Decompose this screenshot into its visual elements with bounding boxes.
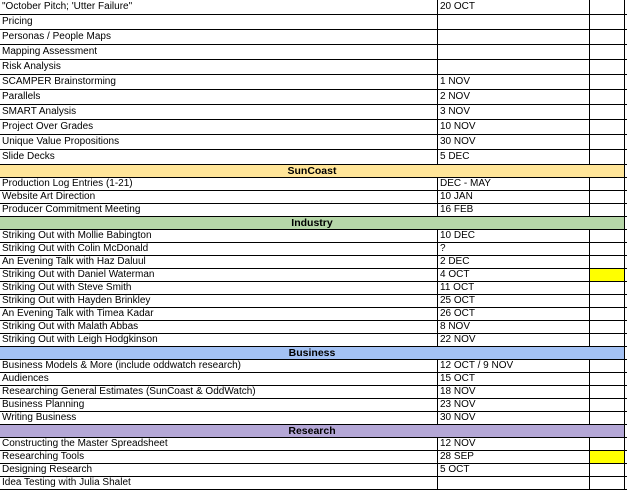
task-cell[interactable]: Idea Testing with Julia Shalet <box>0 477 438 490</box>
table-row <box>0 438 627 451</box>
status-cell[interactable] <box>590 282 625 295</box>
date-cell[interactable]: 3 NOV <box>438 105 590 120</box>
table-row <box>0 105 627 120</box>
table-row <box>0 178 627 191</box>
table-row <box>0 451 627 464</box>
section-header-row <box>0 165 627 178</box>
section-title[interactable]: Business <box>0 347 625 360</box>
status-cell[interactable] <box>590 464 625 477</box>
status-cell[interactable] <box>590 120 625 135</box>
status-cell[interactable] <box>590 135 625 150</box>
status-cell[interactable] <box>590 373 625 386</box>
section-header-row <box>0 347 627 360</box>
date-cell[interactable]: 30 NOV <box>438 135 590 150</box>
task-cell[interactable]: SCAMPER Brainstorming <box>0 75 438 90</box>
status-cell[interactable] <box>590 438 625 451</box>
status-cell[interactable] <box>590 0 625 15</box>
status-cell[interactable] <box>590 30 625 45</box>
table-row <box>0 135 627 150</box>
date-cell[interactable]: 5 OCT <box>438 464 590 477</box>
status-cell[interactable] <box>590 256 625 269</box>
date-cell[interactable] <box>438 15 590 30</box>
task-cell[interactable]: Striking Out with Steve Smith <box>0 282 438 295</box>
highlight-cell[interactable] <box>590 269 625 282</box>
status-cell[interactable] <box>590 191 625 204</box>
table-row <box>0 75 627 90</box>
status-cell[interactable] <box>590 399 625 412</box>
status-cell[interactable] <box>590 334 625 347</box>
date-cell[interactable]: 5 DEC <box>438 150 590 165</box>
table-row <box>0 464 627 477</box>
task-cell[interactable]: Slide Decks <box>0 150 438 165</box>
table-row <box>0 321 627 334</box>
task-cell[interactable]: Striking Out with Leigh Hodgkinson <box>0 334 438 347</box>
task-cell[interactable]: Designing Research <box>0 464 438 477</box>
table-row <box>0 360 627 373</box>
task-cell[interactable]: An Evening Talk with Timea Kadar <box>0 308 438 321</box>
task-cell[interactable]: Business Planning <box>0 399 438 412</box>
task-cell[interactable]: Writing Business <box>0 412 438 425</box>
table-row <box>0 150 627 165</box>
task-cell[interactable]: Audiences <box>0 373 438 386</box>
task-cell[interactable]: Risk Analysis <box>0 60 438 75</box>
date-cell[interactable]: 12 NOV <box>438 438 590 451</box>
date-cell[interactable]: 10 JAN <box>438 191 590 204</box>
date-cell[interactable]: 22 NOV <box>438 334 590 347</box>
status-cell[interactable] <box>590 204 625 217</box>
task-cell[interactable]: Researching General Estimates (SunCoast & OddWatch) <box>0 386 438 399</box>
date-cell[interactable]: 23 NOV <box>438 399 590 412</box>
date-cell[interactable]: 26 OCT <box>438 308 590 321</box>
table-row <box>0 477 627 490</box>
table-row <box>0 373 627 386</box>
task-cell[interactable]: Striking Out with Mollie Babington <box>0 230 438 243</box>
task-cell[interactable]: Production Log Entries (1-21) <box>0 178 438 191</box>
date-cell[interactable] <box>438 477 590 490</box>
task-cell[interactable]: Striking Out with Daniel Waterman <box>0 269 438 282</box>
table-row <box>0 386 627 399</box>
table-row <box>0 60 627 75</box>
date-cell[interactable]: 1 NOV <box>438 75 590 90</box>
table-row <box>0 243 627 256</box>
section-header-row <box>0 425 627 438</box>
task-cell[interactable]: An Evening Talk with Haz Daluul <box>0 256 438 269</box>
date-cell[interactable]: 4 OCT <box>438 269 590 282</box>
status-cell[interactable] <box>590 105 625 120</box>
section-header-row <box>0 217 627 230</box>
task-cell[interactable]: Personas / People Maps <box>0 30 438 45</box>
status-cell[interactable] <box>590 412 625 425</box>
task-cell[interactable]: "October Pitch; 'Utter Failure" <box>0 0 438 15</box>
date-cell[interactable]: 2 DEC <box>438 256 590 269</box>
table-row <box>0 399 627 412</box>
highlight-cell[interactable] <box>590 451 625 464</box>
section-title[interactable]: Industry <box>0 217 625 230</box>
table-row <box>0 412 627 425</box>
table-row <box>0 30 627 45</box>
status-cell[interactable] <box>590 45 625 60</box>
task-cell[interactable]: Unique Value Propositions <box>0 135 438 150</box>
status-cell[interactable] <box>590 60 625 75</box>
status-cell[interactable] <box>590 360 625 373</box>
section-title[interactable]: Research <box>0 425 625 438</box>
task-cell[interactable]: Website Art Direction <box>0 191 438 204</box>
date-cell[interactable]: 12 OCT / 9 NOV <box>438 360 590 373</box>
date-cell[interactable]: 28 SEP <box>438 451 590 464</box>
task-cell[interactable]: Producer Commitment Meeting <box>0 204 438 217</box>
date-cell[interactable]: 25 OCT <box>438 295 590 308</box>
table-row <box>0 191 627 204</box>
status-cell[interactable] <box>590 243 625 256</box>
task-cell[interactable]: Parallels <box>0 90 438 105</box>
table-row <box>0 269 627 282</box>
status-cell[interactable] <box>590 75 625 90</box>
date-cell[interactable]: ? <box>438 243 590 256</box>
date-cell[interactable]: 8 NOV <box>438 321 590 334</box>
table-row <box>0 204 627 217</box>
table-row <box>0 282 627 295</box>
date-cell[interactable]: 18 NOV <box>438 386 590 399</box>
task-cell[interactable]: Pricing <box>0 15 438 30</box>
status-cell[interactable] <box>590 321 625 334</box>
table-row <box>0 90 627 105</box>
date-cell[interactable] <box>438 45 590 60</box>
date-cell[interactable]: 30 NOV <box>438 412 590 425</box>
task-cell[interactable]: Striking Out with Hayden Brinkley <box>0 295 438 308</box>
task-cell[interactable]: SMART Analysis <box>0 105 438 120</box>
table-row <box>0 15 627 30</box>
date-cell[interactable]: DEC - MAY <box>438 178 590 191</box>
date-cell[interactable]: 20 OCT <box>438 0 590 15</box>
task-cell[interactable]: Striking Out with Malath Abbas <box>0 321 438 334</box>
task-cell[interactable]: Constructing the Master Spreadsheet <box>0 438 438 451</box>
status-cell[interactable] <box>590 308 625 321</box>
status-cell[interactable] <box>590 150 625 165</box>
date-cell[interactable] <box>438 30 590 45</box>
task-cell[interactable]: Striking Out with Colin McDonald <box>0 243 438 256</box>
table-row <box>0 45 627 60</box>
task-cell[interactable]: Project Over Grades <box>0 120 438 135</box>
section-title[interactable]: SunCoast <box>0 165 625 178</box>
table-row <box>0 230 627 243</box>
date-cell[interactable]: 11 OCT <box>438 282 590 295</box>
status-cell[interactable] <box>590 295 625 308</box>
status-cell[interactable] <box>590 386 625 399</box>
status-cell[interactable] <box>590 178 625 191</box>
table-row <box>0 334 627 347</box>
table-row <box>0 308 627 321</box>
status-cell[interactable] <box>590 90 625 105</box>
table-row <box>0 256 627 269</box>
table-row <box>0 295 627 308</box>
date-cell[interactable]: 10 DEC <box>438 230 590 243</box>
task-cell[interactable]: Researching Tools <box>0 451 438 464</box>
task-cell[interactable]: Mapping Assessment <box>0 45 438 60</box>
date-cell[interactable]: 2 NOV <box>438 90 590 105</box>
table-row <box>0 120 627 135</box>
status-cell[interactable] <box>590 477 625 490</box>
date-cell[interactable] <box>438 60 590 75</box>
date-cell[interactable]: 10 NOV <box>438 120 590 135</box>
table-row <box>0 0 627 15</box>
status-cell[interactable] <box>590 15 625 30</box>
status-cell[interactable] <box>590 230 625 243</box>
date-cell[interactable]: 15 OCT <box>438 373 590 386</box>
date-cell[interactable]: 16 FEB <box>438 204 590 217</box>
task-cell[interactable]: Business Models & More (include oddwatch research) <box>0 360 438 373</box>
